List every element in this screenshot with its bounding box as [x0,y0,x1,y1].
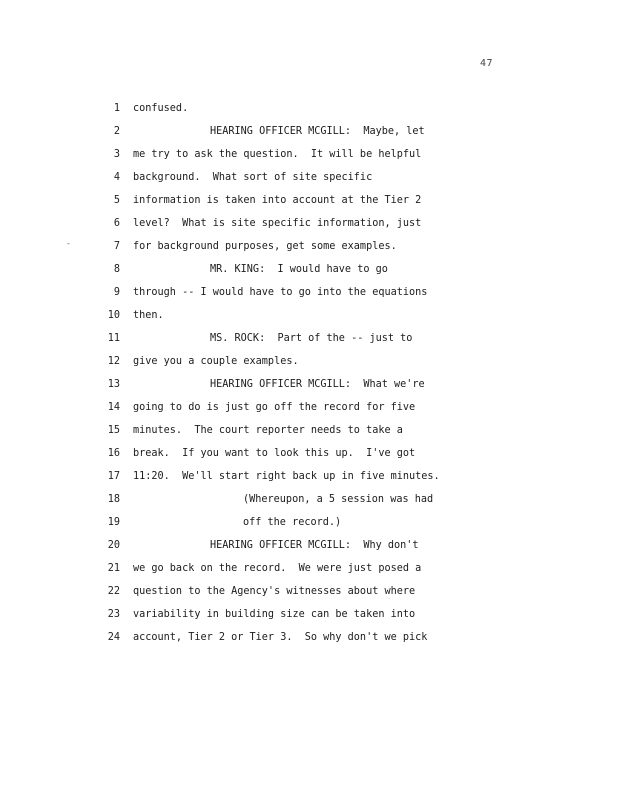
line-number: 4 [113,172,120,183]
transcript-line [0,258,619,281]
transcript-line [0,419,619,442]
line-number: 11 [107,333,120,344]
line-text: me try to ask the question. It will be helpful [133,149,422,160]
line-number: 3 [113,149,120,160]
line-text: off the record.) [243,517,342,528]
transcript-line [0,442,619,465]
transcript-line [0,281,619,304]
transcript-line [0,120,619,143]
line-text: information is taken into account at the Tier 2 [133,195,422,206]
line-text: break. If you want to look this up. I've got [133,448,416,459]
line-text: for background purposes, get some examples. [133,241,397,252]
transcript-line [0,511,619,534]
line-text: minutes. The court reporter needs to take a [133,425,403,436]
transcript-line [0,304,619,327]
transcript-line [0,97,619,120]
line-text: HEARING OFFICER MCGILL: Maybe, let [210,126,425,137]
line-number: 13 [107,379,120,390]
transcript-line [0,488,619,511]
line-number: 23 [107,609,120,620]
line-number: 20 [107,540,120,551]
page-number: 47 [480,58,494,69]
line-number: 22 [107,586,120,597]
line-text: MR. KING: I would have to go [210,264,388,275]
line-number: 19 [107,517,120,528]
margin-mark: - [66,239,71,248]
line-number: 18 [107,494,120,505]
transcript-line [0,534,619,557]
transcript-line [0,465,619,488]
line-number: 16 [107,448,120,459]
transcript-line [0,557,619,580]
line-text: question to the Agency's witnesses about where [133,586,416,597]
transcript-line [0,166,619,189]
transcript-line [0,189,619,212]
line-text: (Whereupon, a 5 session was had [243,494,434,505]
transcript-line [0,580,619,603]
line-number: 7 [113,241,120,252]
line-number: 24 [107,632,120,643]
line-number: 15 [107,425,120,436]
line-text: background. What sort of site specific [133,172,373,183]
line-text: level? What is site specific information, just [133,218,422,229]
transcript-line [0,373,619,396]
line-text: then. [133,310,164,321]
transcript-line [0,603,619,626]
line-text: HEARING OFFICER MCGILL: Why don't [210,540,419,551]
line-number: 21 [107,563,120,574]
transcript-line [0,212,619,235]
transcript-body [0,97,619,649]
line-number: 14 [107,402,120,413]
transcript-line [0,143,619,166]
line-number: 2 [113,126,120,137]
transcript-line [0,235,619,258]
line-text: HEARING OFFICER MCGILL: What we're [210,379,425,390]
line-number: 8 [113,264,120,275]
line-number: 9 [113,287,120,298]
line-number: 12 [107,356,120,367]
line-text: going to do is just go off the record for five [133,402,416,413]
line-number: 10 [107,310,120,321]
line-number: 17 [107,471,120,482]
line-text: variability in building size can be taken into [133,609,416,620]
line-text: confused. [133,103,189,114]
line-number: 1 [113,103,120,114]
line-number: 6 [113,218,120,229]
line-text: 11:20. We'll start right back up in five minutes. [133,471,440,482]
transcript-line [0,626,619,649]
line-text: MS. ROCK: Part of the -- just to [210,333,413,344]
transcript-line [0,396,619,419]
line-number: 5 [113,195,120,206]
line-text: give you a couple examples. [133,356,299,367]
transcript-line [0,350,619,373]
line-text: we go back on the record. We were just posed a [133,563,422,574]
line-text: account, Tier 2 or Tier 3. So why don't we pick [133,632,428,643]
transcript-line [0,327,619,350]
line-text: through -- I would have to go into the equations [133,287,428,298]
